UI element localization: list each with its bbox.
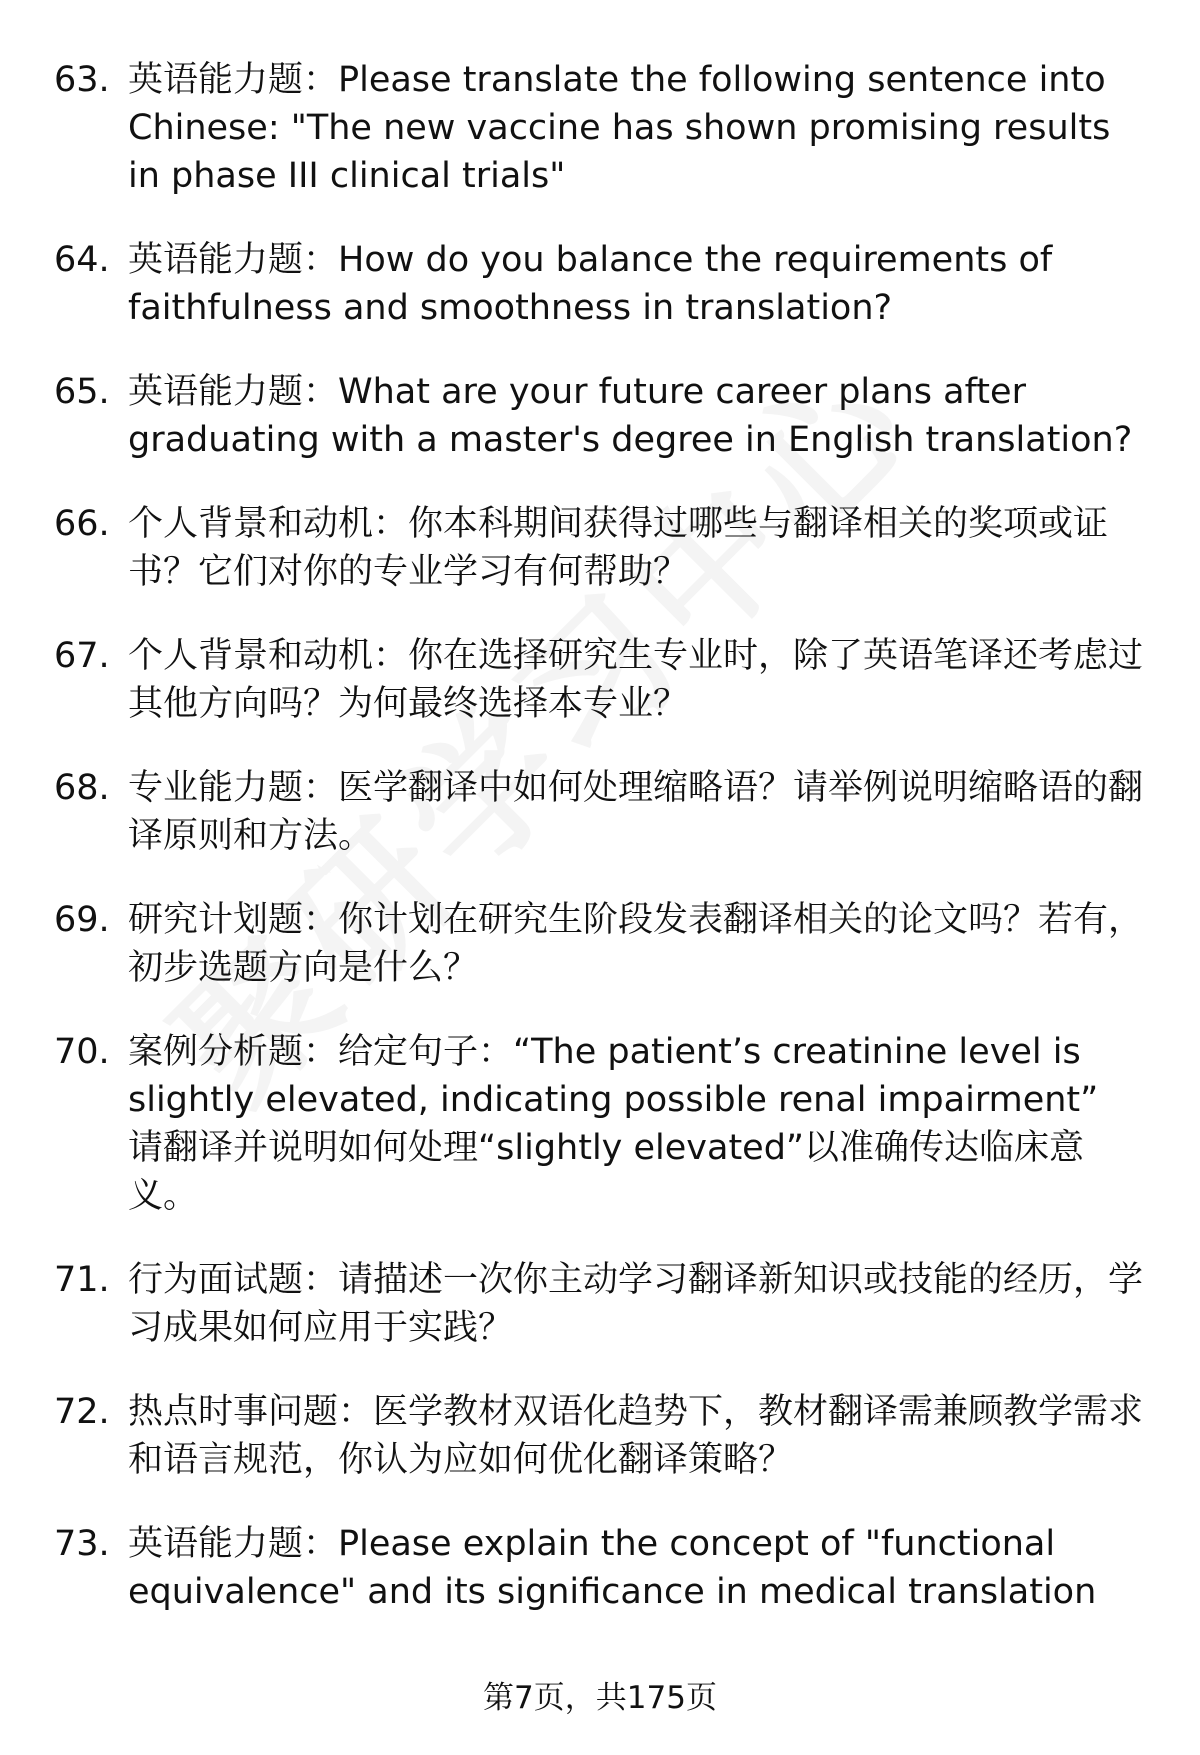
question-text: 英语能力题：What are your future career plans after graduating with a master's degree in English translation? — [128, 372, 1133, 460]
question-number: 69. — [54, 900, 110, 940]
question-list — [54, 56, 1144, 1652]
question-text: 热点时事问题：医学教材双语化趋势下，教材翻译需兼顾教学需求和语言规范，你认为应如何优化翻译策略？ — [128, 1392, 1144, 1480]
question-text: 英语能力题：Please explain the concept of "functional equivalence" and its significance in medical translation — [128, 1524, 1097, 1612]
question-text: 行为面试题：请描述一次你主动学习翻译新知识或技能的经历，学习成果如何应用于实践？ — [128, 1260, 1144, 1348]
question-number: 64. — [54, 240, 110, 280]
question-number: 68. — [54, 768, 110, 808]
question-item — [54, 236, 1144, 332]
question-item — [54, 632, 1144, 728]
question-number: 66. — [54, 504, 110, 544]
question-item — [54, 764, 1144, 860]
question-number: 72. — [54, 1392, 110, 1432]
question-text: 英语能力题：Please translate the following sentence into Chinese: "The new vaccine has shown promising results in phase III clinical trials" — [128, 60, 1111, 196]
page-footer: 第7页，共175页 — [483, 1680, 717, 1716]
question-text: 英语能力题：How do you balance the requirements of faithfulness and smoothness in translation? — [128, 240, 1053, 328]
question-item — [54, 1520, 1144, 1616]
question-item — [54, 1256, 1144, 1352]
question-item — [54, 896, 1144, 992]
question-number: 70. — [54, 1032, 110, 1072]
question-item — [54, 1388, 1144, 1484]
question-number: 63. — [54, 60, 110, 100]
question-item — [54, 368, 1144, 464]
question-text: 研究计划题：你计划在研究生阶段发表翻译相关的论文吗？若有，初步选题方向是什么？ — [128, 900, 1144, 988]
question-number: 67. — [54, 636, 110, 676]
question-text: 案例分析题：给定句子：“The patient’s creatinine level is slightly elevated, indicating possible renal impairment” 请翻译并说明如何处理“slightly elevated”以准确传达临床意义。 — [128, 1032, 1099, 1216]
question-item — [54, 500, 1144, 596]
question-number: 65. — [54, 372, 110, 412]
question-item — [54, 56, 1144, 200]
question-text: 个人背景和动机：你本科期间获得过哪些与翻译相关的奖项或证书？它们对你的专业学习有何帮助？ — [128, 504, 1109, 592]
question-number: 71. — [54, 1260, 110, 1300]
question-text: 个人背景和动机：你在选择研究生专业时，除了英语笔译还考虑过其他方向吗？为何最终选择本专业？ — [128, 636, 1144, 724]
question-item — [54, 1028, 1144, 1220]
question-number: 73. — [54, 1524, 110, 1564]
question-text: 专业能力题：医学翻译中如何处理缩略语？请举例说明缩略语的翻译原则和方法。 — [128, 768, 1144, 856]
